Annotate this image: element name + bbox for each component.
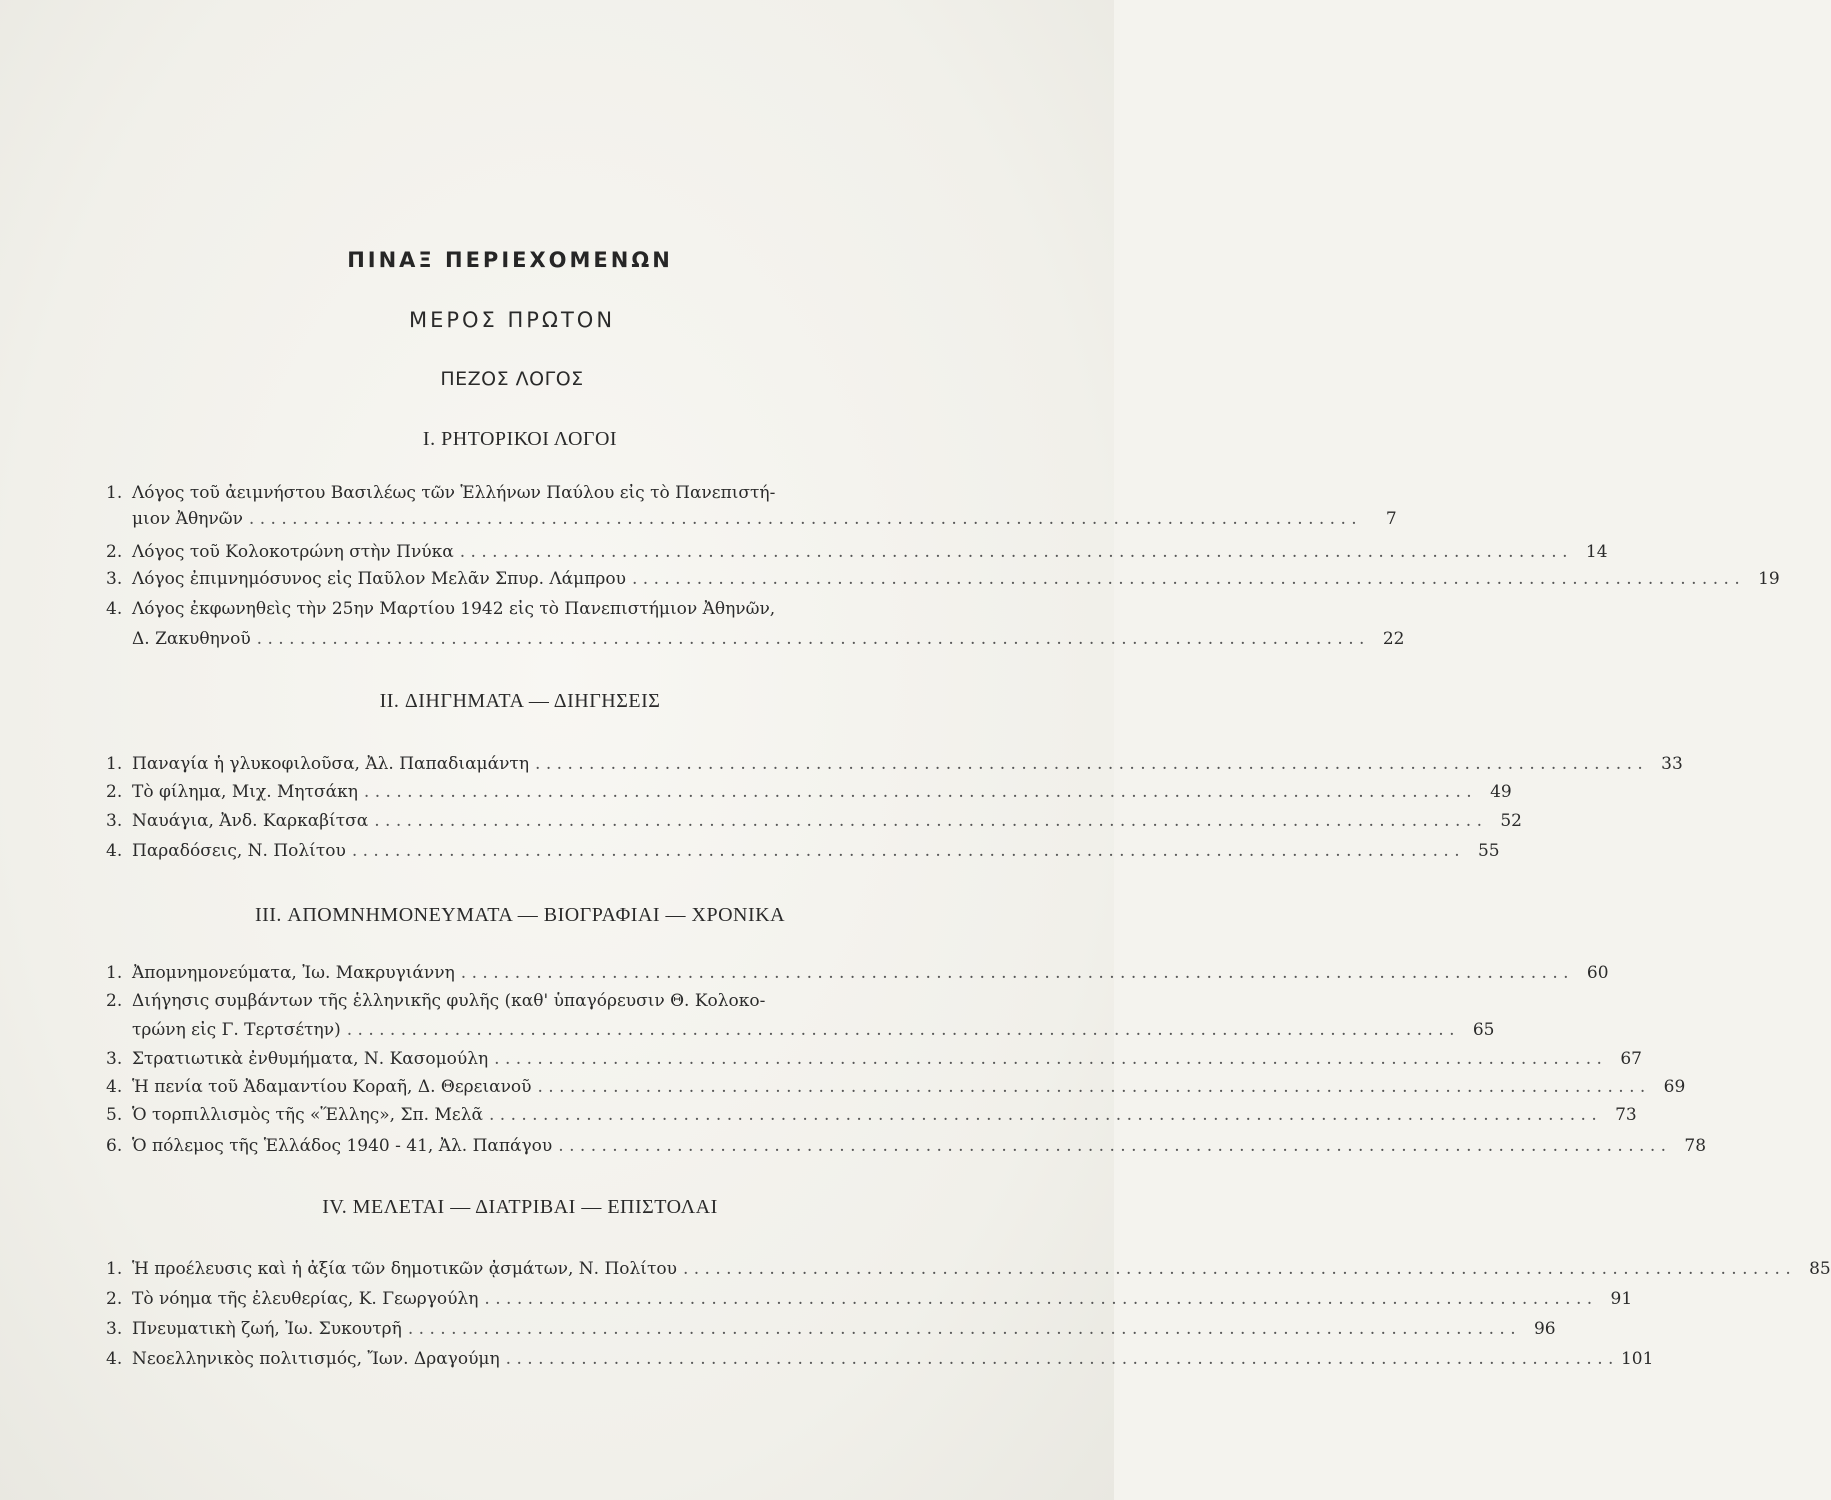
entry-text: Διήγησις συμβάντων τῆς ἑλληνικῆς φυλῆς (καθ' ὑπαγόρευσιν Θ. Κολοκο-: [132, 991, 766, 1011]
entry-text: Ἡ πενία τοῦ Ἀδαμαντίου Κοραῆ, Δ. Θερειανοῦ: [132, 1077, 532, 1097]
toc-entry[interactable]: [106, 1102, 1637, 1128]
page-number: 67: [1620, 1049, 1642, 1069]
toc-entry[interactable]: [106, 1316, 1556, 1342]
toc-entry[interactable]: [106, 808, 1522, 834]
page-number: 19: [1758, 569, 1780, 589]
entry-number: 1.: [106, 963, 123, 983]
dot-leader: [374, 808, 1482, 834]
section-title: I. ΡΗΤΟΡΙΚΟΙ ΛΟΓΟΙ: [422, 428, 618, 450]
entry-text: Λόγος τοῦ ἀειμνήστου Βασιλέως τῶν Ἑλλήνων Παύλου εἰς τὸ Πανεπιστή-: [132, 483, 776, 503]
entry-text: Λόγος ἐπιμνημόσυνος εἰς Παῦλον Μελᾶν Σπυρ. Λάμπρου: [132, 569, 626, 589]
entry-text: μιον Ἀθηνῶν: [132, 509, 243, 529]
part-heading: ΜΕΡΟΣ ΠΡΩΤΟΝ: [408, 308, 616, 332]
entry-number: 1.: [106, 1259, 123, 1279]
section-title: IV. ΜΕΛΕΤΑΙ — ΔΙΑΤΡΙΒΑΙ — ΕΠΙΣΤΟΛΑΙ: [322, 1196, 718, 1218]
entry-text: Ἡ προέλευσις καὶ ἡ ἀξία τῶν δημοτικῶν ᾀσμάτων, Ν. Πολίτου: [132, 1259, 677, 1279]
toc-entry[interactable]: [106, 566, 1780, 592]
section-title: II. ΔΙΗΓΗΜΑΤΑ — ΔΙΗΓΗΣΕΙΣ: [379, 690, 661, 712]
page-number: 85: [1809, 1259, 1831, 1279]
dot-leader: [632, 566, 1740, 592]
page-number: 52: [1500, 811, 1522, 831]
page-number: 60: [1586, 963, 1609, 983]
dot-leader: [683, 1256, 1791, 1282]
dot-leader: [558, 1133, 1666, 1159]
entry-number: 3.: [106, 811, 123, 831]
page-number: 65: [1472, 1020, 1495, 1040]
entry-text: Ναυάγια, Ἀνδ. Καρκαβίτσα: [132, 811, 369, 831]
entry-number: 6.: [106, 1136, 123, 1156]
toc-entry[interactable]: [106, 1346, 1654, 1372]
dot-leader: [535, 751, 1643, 777]
toc-entry[interactable]: [106, 838, 1500, 864]
entry-number: 4.: [106, 1349, 123, 1369]
dot-leader: [494, 1046, 1602, 1072]
dot-leader: [484, 1286, 1592, 1312]
page-number: 55: [1477, 841, 1500, 861]
dot-leader: [257, 626, 1365, 652]
entry-number: 4.: [106, 599, 123, 619]
dot-leader: [249, 506, 1357, 532]
toc-entry[interactable]: [106, 779, 1512, 805]
toc-entry[interactable]: [106, 751, 1683, 777]
dot-leader: [489, 1102, 1597, 1128]
entry-text: Τὸ νόημα τῆς ἐλευθερίας, Κ. Γεωργούλη: [132, 1289, 479, 1309]
toc-entry[interactable]: [106, 480, 1397, 532]
entry-text: Πνευματικὴ ζωή, Ἰω. Συκουτρῆ: [132, 1319, 402, 1339]
entry-text: Ὁ πόλεμος τῆς Ἑλλάδος 1940 - 41, Ἀλ. Παπάγου: [132, 1136, 553, 1156]
page-number: 69: [1663, 1077, 1686, 1097]
entry-number: 2.: [106, 1289, 123, 1309]
dot-leader: [347, 1017, 1455, 1043]
dot-leader: [461, 960, 1569, 986]
entry-text: Νεοελληνικὸς πολιτισμός, Ἴων. Δραγούμη: [132, 1349, 500, 1369]
dot-leader: [364, 779, 1472, 805]
toc-entry[interactable]: [106, 539, 1608, 565]
entry-number: 2.: [106, 991, 123, 1011]
page-number: 101: [1620, 1349, 1654, 1369]
entry-number: 2.: [106, 542, 123, 562]
entry-text: Παραδόσεις, Ν. Πολίτου: [132, 841, 346, 861]
toc-entry[interactable]: [106, 960, 1609, 986]
entry-number: 1.: [106, 483, 123, 503]
entry-text: Ἀπομνημονεύματα, Ἰω. Μακρυγιάννη: [132, 963, 455, 983]
section-title: III. ΑΠΟΜΝΗΜΟΝΕΥΜΑΤΑ — ΒΙΟΓΡΑΦΙΑΙ — ΧΡΟΝΙΚΑ: [254, 904, 786, 926]
toc-entry[interactable]: [106, 988, 1495, 1043]
entry-number: 5.: [106, 1105, 123, 1125]
dot-leader: [538, 1074, 1646, 1100]
dot-leader: [408, 1316, 1516, 1342]
entry-number: 3.: [106, 569, 123, 589]
entry-text: τρώνη εἰς Γ. Τερτσέτην): [132, 1020, 341, 1040]
toc-entry[interactable]: [106, 1074, 1686, 1100]
toc-entry[interactable]: [106, 1133, 1707, 1159]
entry-number: 4.: [106, 841, 123, 861]
entry-text: Λόγος ἐκφωνηθεὶς τὴν 25ην Μαρτίου 1942 εἰς τὸ Πανεπιστήμιον Ἀθηνῶν,: [132, 599, 776, 619]
entry-text: Λόγος τοῦ Κολοκοτρώνη στὴν Πνύκα: [132, 542, 454, 562]
page-number: 22: [1382, 629, 1405, 649]
toc-entry[interactable]: [106, 1256, 1831, 1282]
entry-text: Παναγία ἡ γλυκοφιλοῦσα, Ἀλ. Παπαδιαμάντη: [132, 754, 530, 774]
page-number: 91: [1610, 1289, 1633, 1309]
entry-number: 4.: [106, 1077, 123, 1097]
page-number: 78: [1684, 1136, 1707, 1156]
entry-text: Τὸ φίλημα, Μιχ. Μητσάκη: [132, 782, 358, 802]
entry-number: 3.: [106, 1319, 123, 1339]
page-number: 14: [1585, 542, 1608, 562]
page-number: 7: [1385, 509, 1397, 529]
dot-leader: [460, 539, 1568, 565]
toc-entry[interactable]: [106, 1286, 1633, 1312]
entry-text: Ὁ τορπιλλισμὸς τῆς «Ἕλλης», Σπ. Μελᾶ: [132, 1105, 483, 1125]
entry-number: 2.: [106, 782, 123, 802]
dot-leader: [506, 1346, 1614, 1372]
entry-text: Στρατιωτικὰ ἐνθυμήματα, Ν. Κασομούλη: [132, 1049, 489, 1069]
page-title: ΠΙΝΑΞ ΠΕΡΙΕΧΟΜΕΝΩΝ: [347, 248, 673, 272]
page-number: 49: [1490, 782, 1512, 802]
page-number: 33: [1661, 754, 1683, 774]
dot-leader: [352, 838, 1460, 864]
page-number: 73: [1615, 1105, 1637, 1125]
entry-number: 3.: [106, 1049, 123, 1069]
entry-number: 1.: [106, 754, 123, 774]
toc-entry[interactable]: [106, 596, 1405, 652]
entry-text: Δ. Ζακυθηνοῦ: [132, 629, 251, 649]
toc-entry[interactable]: [106, 1046, 1642, 1072]
page-number: 96: [1533, 1319, 1556, 1339]
genre-heading: ΠΕΖΟΣ ΛΟΓΟΣ: [440, 368, 584, 390]
